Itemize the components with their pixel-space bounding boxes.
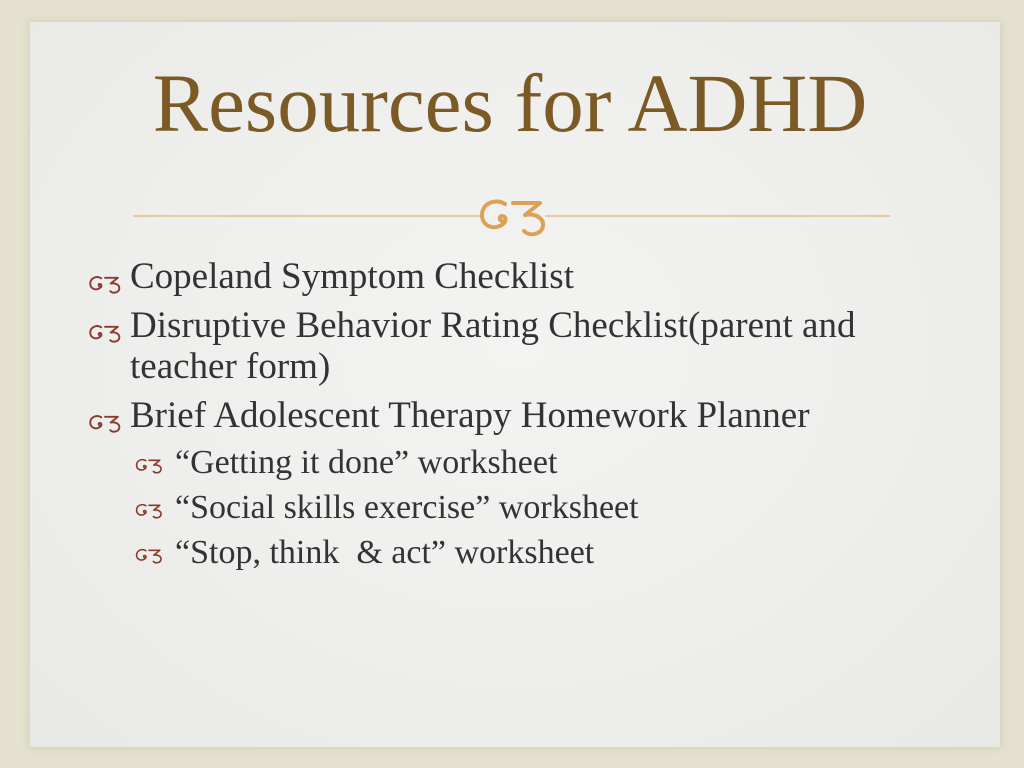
sub-list-item bbox=[135, 489, 915, 526]
ornament-bullet-icon bbox=[88, 413, 122, 433]
ornament-bullet-icon bbox=[88, 274, 122, 294]
bullet-list bbox=[88, 256, 915, 571]
sub-list-item-text: “Social skills exercise” worksheet bbox=[175, 489, 639, 526]
sub-list-item bbox=[135, 444, 915, 481]
list-item-text: Copeland Symptom Checklist bbox=[130, 256, 574, 297]
ornament-bullet-icon bbox=[135, 457, 163, 474]
ornament-bullet-icon bbox=[135, 502, 163, 519]
slide-title: Resources for ADHD bbox=[152, 57, 868, 149]
ornament-bullet-icon bbox=[135, 547, 163, 564]
list-item-text: Brief Adolescent Therapy Homework Planner bbox=[130, 395, 810, 436]
title-divider bbox=[133, 195, 890, 237]
sub-list-item-text: “Getting it done” worksheet bbox=[175, 444, 558, 481]
ornament-flourish-icon bbox=[482, 201, 543, 234]
list-item-text: Disruptive Behavior Rating Checklist(parent and teacher form) bbox=[130, 305, 865, 387]
ornament-bullet-icon bbox=[88, 323, 122, 343]
title-divider-graphic bbox=[133, 195, 890, 237]
sub-list-item bbox=[135, 534, 915, 571]
sub-bullet-list bbox=[135, 444, 915, 571]
list-item bbox=[88, 256, 915, 297]
list-item bbox=[88, 395, 915, 571]
list-item bbox=[88, 305, 915, 387]
sub-list-item-text: “Stop, think & act” worksheet bbox=[175, 534, 595, 571]
